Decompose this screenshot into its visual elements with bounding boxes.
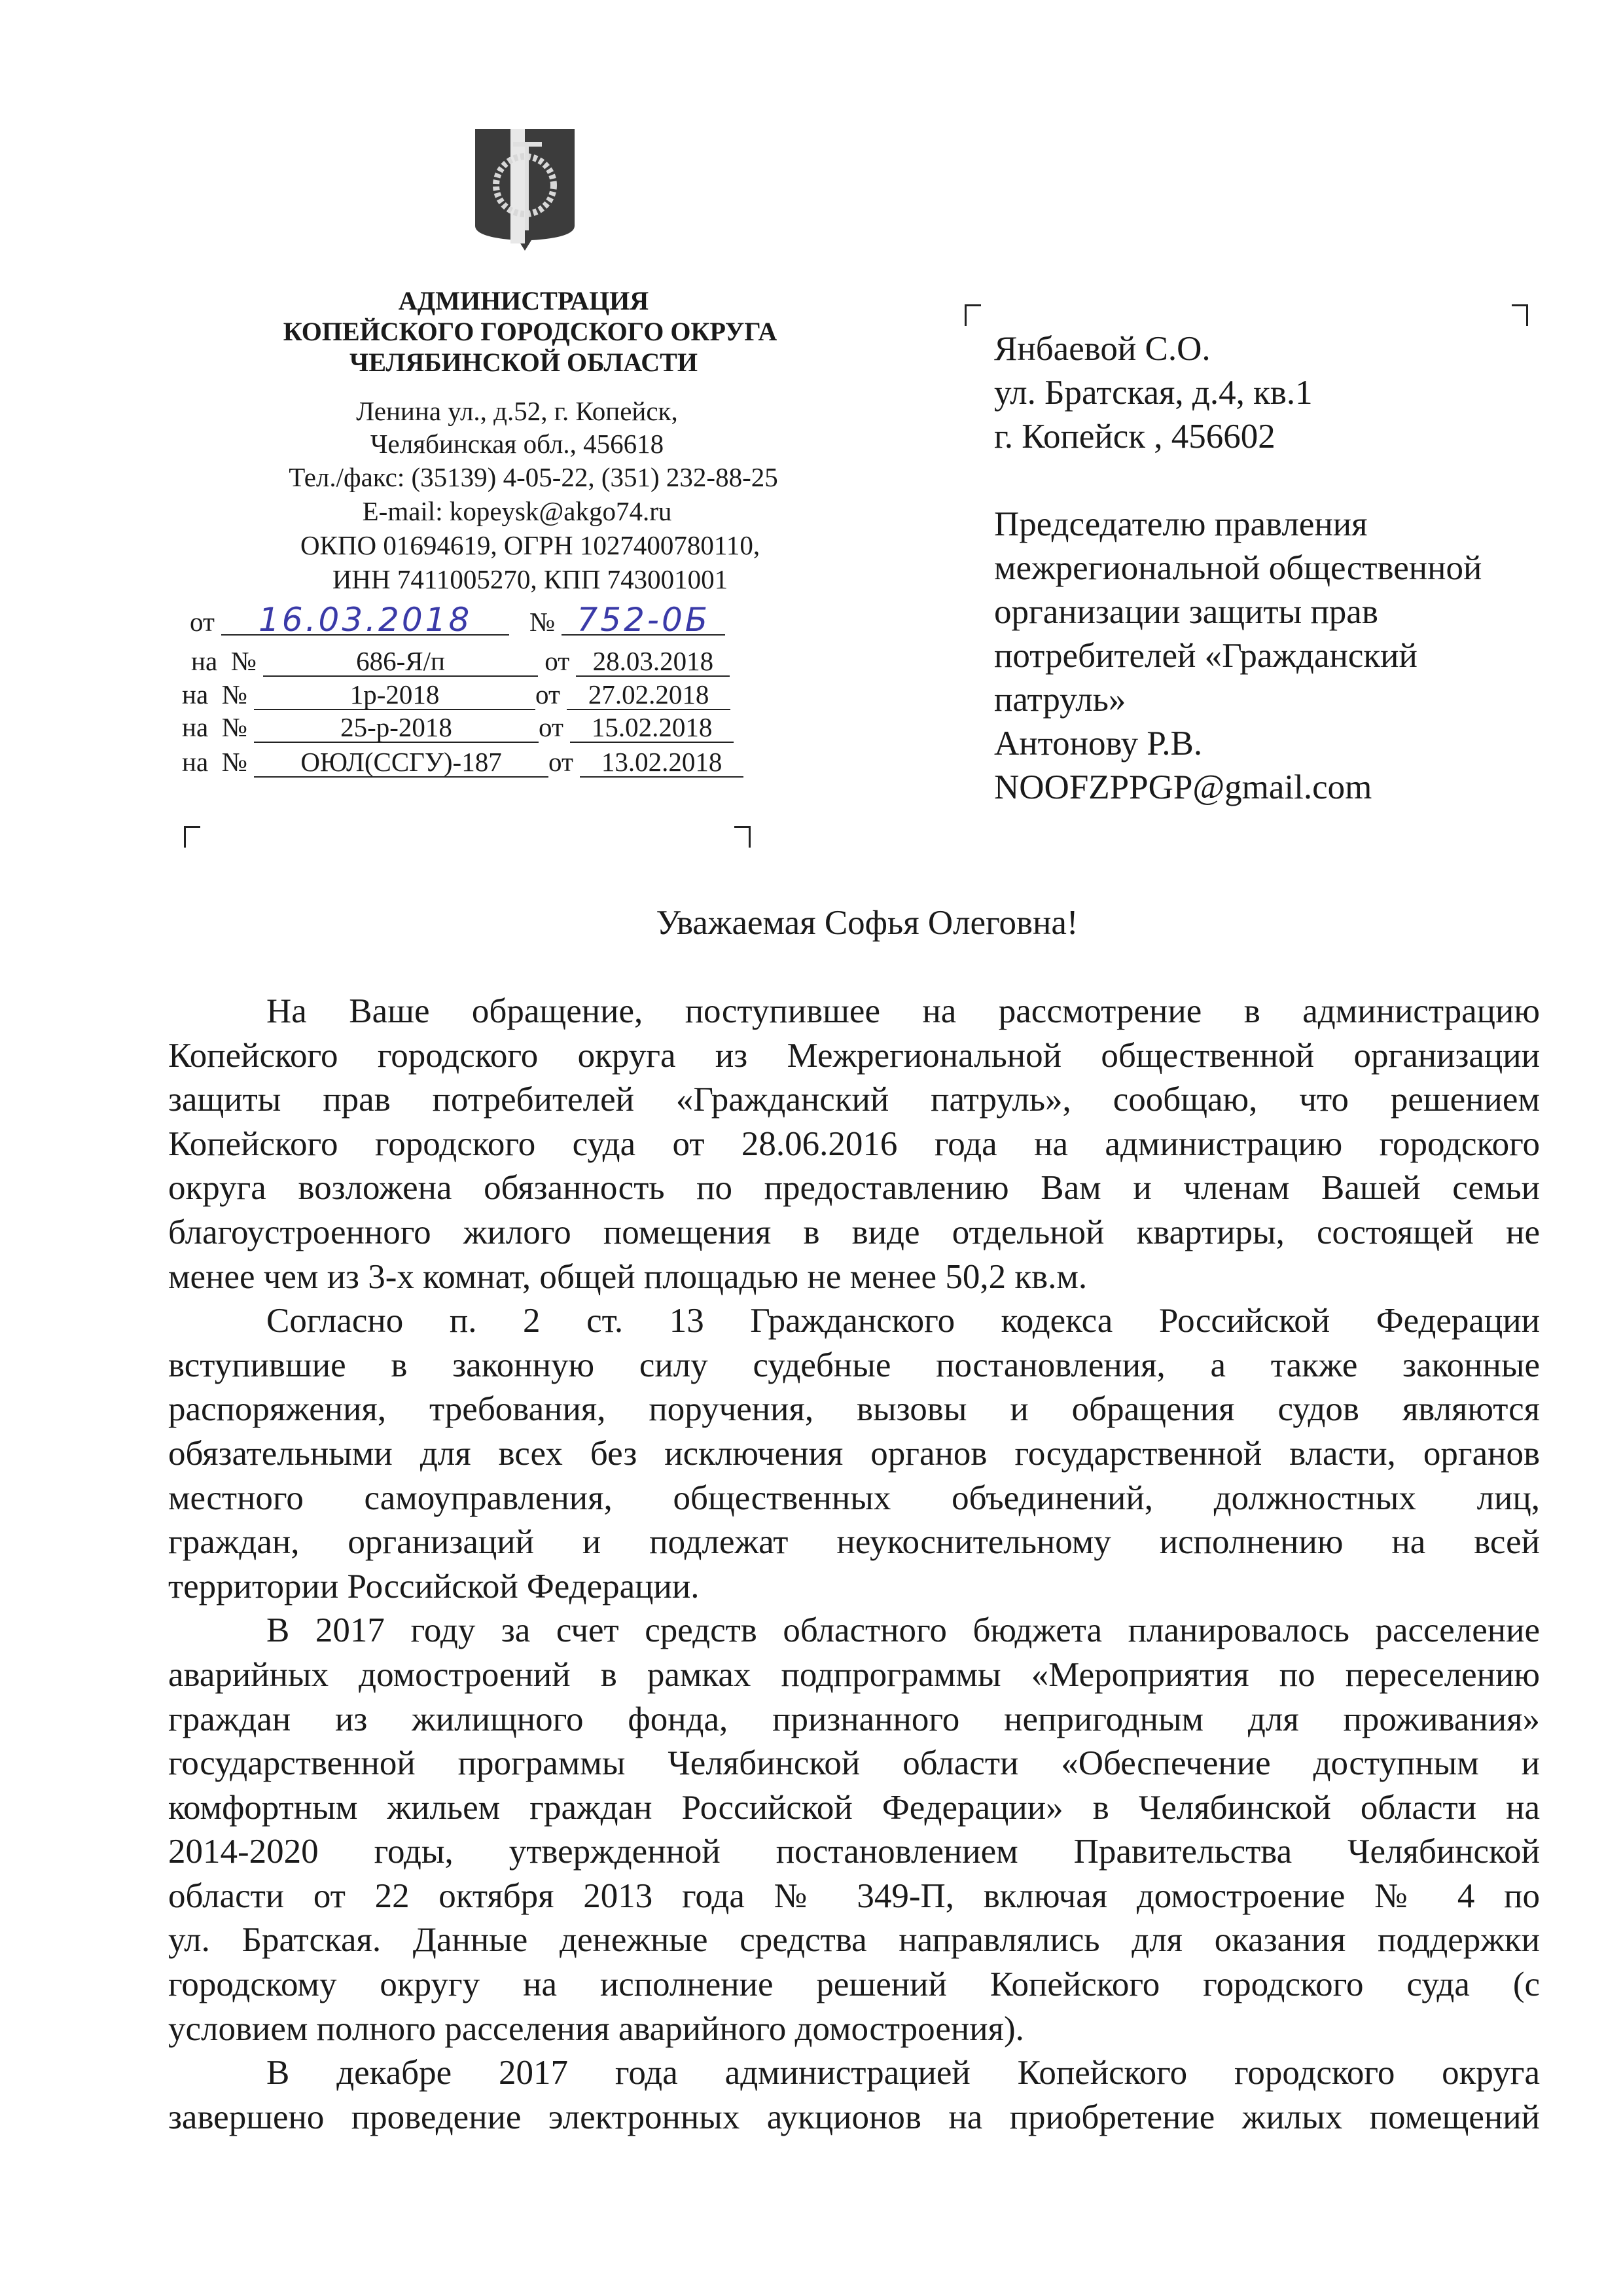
address-line: Ленина ул., д.52, г. Копейск, [356,396,678,426]
recipient-city: г. Копейск , 456602 [994,418,1275,456]
corner-mark [1512,304,1528,326]
from-label: от [539,712,563,742]
recipient-line: Председателю правления [994,505,1368,543]
letter-body [168,990,1540,2140]
handwritten-number: 752-0Б [562,605,725,636]
handwritten-date: 16.03.2018 [221,605,509,636]
recipient-block-2 [994,503,1482,810]
recipient-line: межрегиональной общественной [994,549,1482,587]
paragraph-line: В декабре 2017 года администрацией Копейского городского округа [266,2054,1540,2092]
corner-mark [734,826,751,848]
salutation: Уважаемая Софья Олеговна! [656,904,1079,942]
paragraph-line: обязательными для всех без исключения органов государственной власти, органов [168,1434,1540,1473]
paragraph-line: граждан, организаций и подлежат неукоснительному исполнению на всей [168,1523,1540,1562]
reference-number: 25-р-2018 [254,713,539,743]
paragraph-line: условием полного расселения аварийного домостроения). [168,2009,1024,2048]
reference-number: ОЮЛ(ССГУ)-187 [254,747,548,778]
from-label: от [548,747,573,777]
on-label: на [191,646,218,676]
paragraph-line: распоряжения, требования, поручения, вызовы и обращения судов являются [168,1390,1540,1429]
address-line: Челябинская обл., 456618 [370,429,664,459]
paragraph-line: благоустроенного жилого помещения в виде отдельной квартиры, состоящей не [168,1213,1540,1251]
from-label: от [535,679,560,709]
paragraph-line: В 2017 году за счет средств областного бюджета планировалось расселение [266,1611,1540,1650]
recipient-email: NOOFZPPGP@gmail.com [994,768,1372,806]
paragraph-line: местного самоуправления, общественных объединений, должностных лиц, [168,1479,1540,1517]
on-label: на [182,712,209,742]
paragraph [168,2051,1540,2140]
paragraph-line: ул. Братская. Данные денежные средства направлялись для оказания поддержки [168,1921,1540,1960]
reference-number: 686-Я/п [263,647,538,677]
paragraph-line: завершено проведение электронных аукционов на приобретение жилых помещений [168,2098,1540,2136]
from-label: от [190,607,215,637]
paragraph-line: области от 22 октября 2013 года № 349-П, включая домостроение № 4 по [168,1876,1540,1915]
reference-date: 28.03.2018 [576,647,730,677]
reference-row [182,711,734,744]
coat-of-arms-icon [473,128,577,252]
number-label: № [221,679,247,709]
paragraph-line: Копейского городского суда от 28.06.2016 года на администрацию городского [168,1124,1540,1163]
recipient-line: потребителей «Гражданский [994,637,1418,675]
paragraph-line: аварийных домостроений в рамках подпрограммы «Мероприятия по переселению [168,1655,1540,1694]
corner-mark [184,826,200,848]
codes-line: ИНН 7411005270, КПП 743001001 [332,564,728,594]
recipient-line: организации защиты прав [994,593,1378,631]
phone-line: Тел./факс: (35139) 4-05-22, (351) 232-88-25 [289,462,778,492]
recipient-line: патруль» [994,681,1126,719]
codes-line: ОКПО 01694619, ОГРН 1027400780110, [300,530,760,560]
paragraph-line: Копейского городского округа из Межрегиональной общественной организации [168,1036,1540,1075]
paragraph-line: менее чем из 3-х комнат, общей площадью не менее 50,2 кв.м. [168,1257,1088,1296]
org-name-line-1: АДМИНИСТРАЦИЯ [398,286,649,315]
corner-mark [965,304,981,326]
paragraph [168,990,1540,1299]
org-name-line-2: КОПЕЙСКОГО ГОРОДСКОГО ОКРУГА [283,317,777,346]
paragraph-line: На Ваше обращение, поступившее на рассмотрение в администрацию [266,992,1540,1030]
paragraph-line: 2014-2020 годы, утвержденной постановлением Правительства Челябинской [168,1833,1540,1871]
on-label: на [182,679,209,709]
reference-date: 15.02.2018 [570,713,734,743]
reference-row [191,645,730,677]
reference-number: 1р-2018 [254,680,535,710]
reference-date: 13.02.2018 [580,747,743,778]
paragraph-line: граждан из жилищного фонда, признанного непригодным для проживания» [168,1700,1540,1738]
paragraph-line: вступившие в законную силу судебные постановления, а также законные [168,1346,1540,1384]
number-label: № [529,607,556,637]
number-label: № [221,712,247,742]
recipient-name: Янбаевой С.О. [994,330,1211,368]
recipient-name-2: Антонову Р.В. [994,725,1203,762]
reference-row [182,745,743,778]
paragraph-line: городскому округу на исполнение решений Копейского городского суда (с [168,1965,1540,2004]
paragraph-line: государственной программы Челябинской области «Обеспечение доступным и [168,1744,1540,1783]
number-label: № [221,747,247,777]
paragraph [168,1299,1540,1609]
paragraph-line: территории Российской Федерации. [168,1567,700,1605]
paragraph-line: комфортным жильем граждан Российской Федерации» в Челябинской области на [168,1788,1540,1827]
on-label: на [182,747,209,777]
reference-row [182,678,730,711]
org-name-line-3: ЧЕЛЯБИНСКОЙ ОБЛАСТИ [349,348,698,377]
paragraph-line: округа возложена обязанность по предоставлению Вам и членам Вашей семьи [168,1169,1540,1208]
reference-date: 27.02.2018 [567,680,730,710]
email-line: E-mail: kopeysk@akgo74.ru [362,496,672,526]
paragraph-line: Согласно п. 2 ст. 13 Гражданского кодекса Российской Федерации [266,1302,1540,1340]
recipient-block-1 [994,327,1313,459]
recipient-street: ул. Братская, д.4, кв.1 [994,374,1313,412]
from-label: от [544,646,570,676]
number-label: № [230,646,257,676]
paragraph-line: защиты прав потребителей «Гражданский патруль», сообщаю, что решением [168,1081,1540,1119]
paragraph [168,1609,1540,2051]
outgoing-registration [190,601,725,639]
